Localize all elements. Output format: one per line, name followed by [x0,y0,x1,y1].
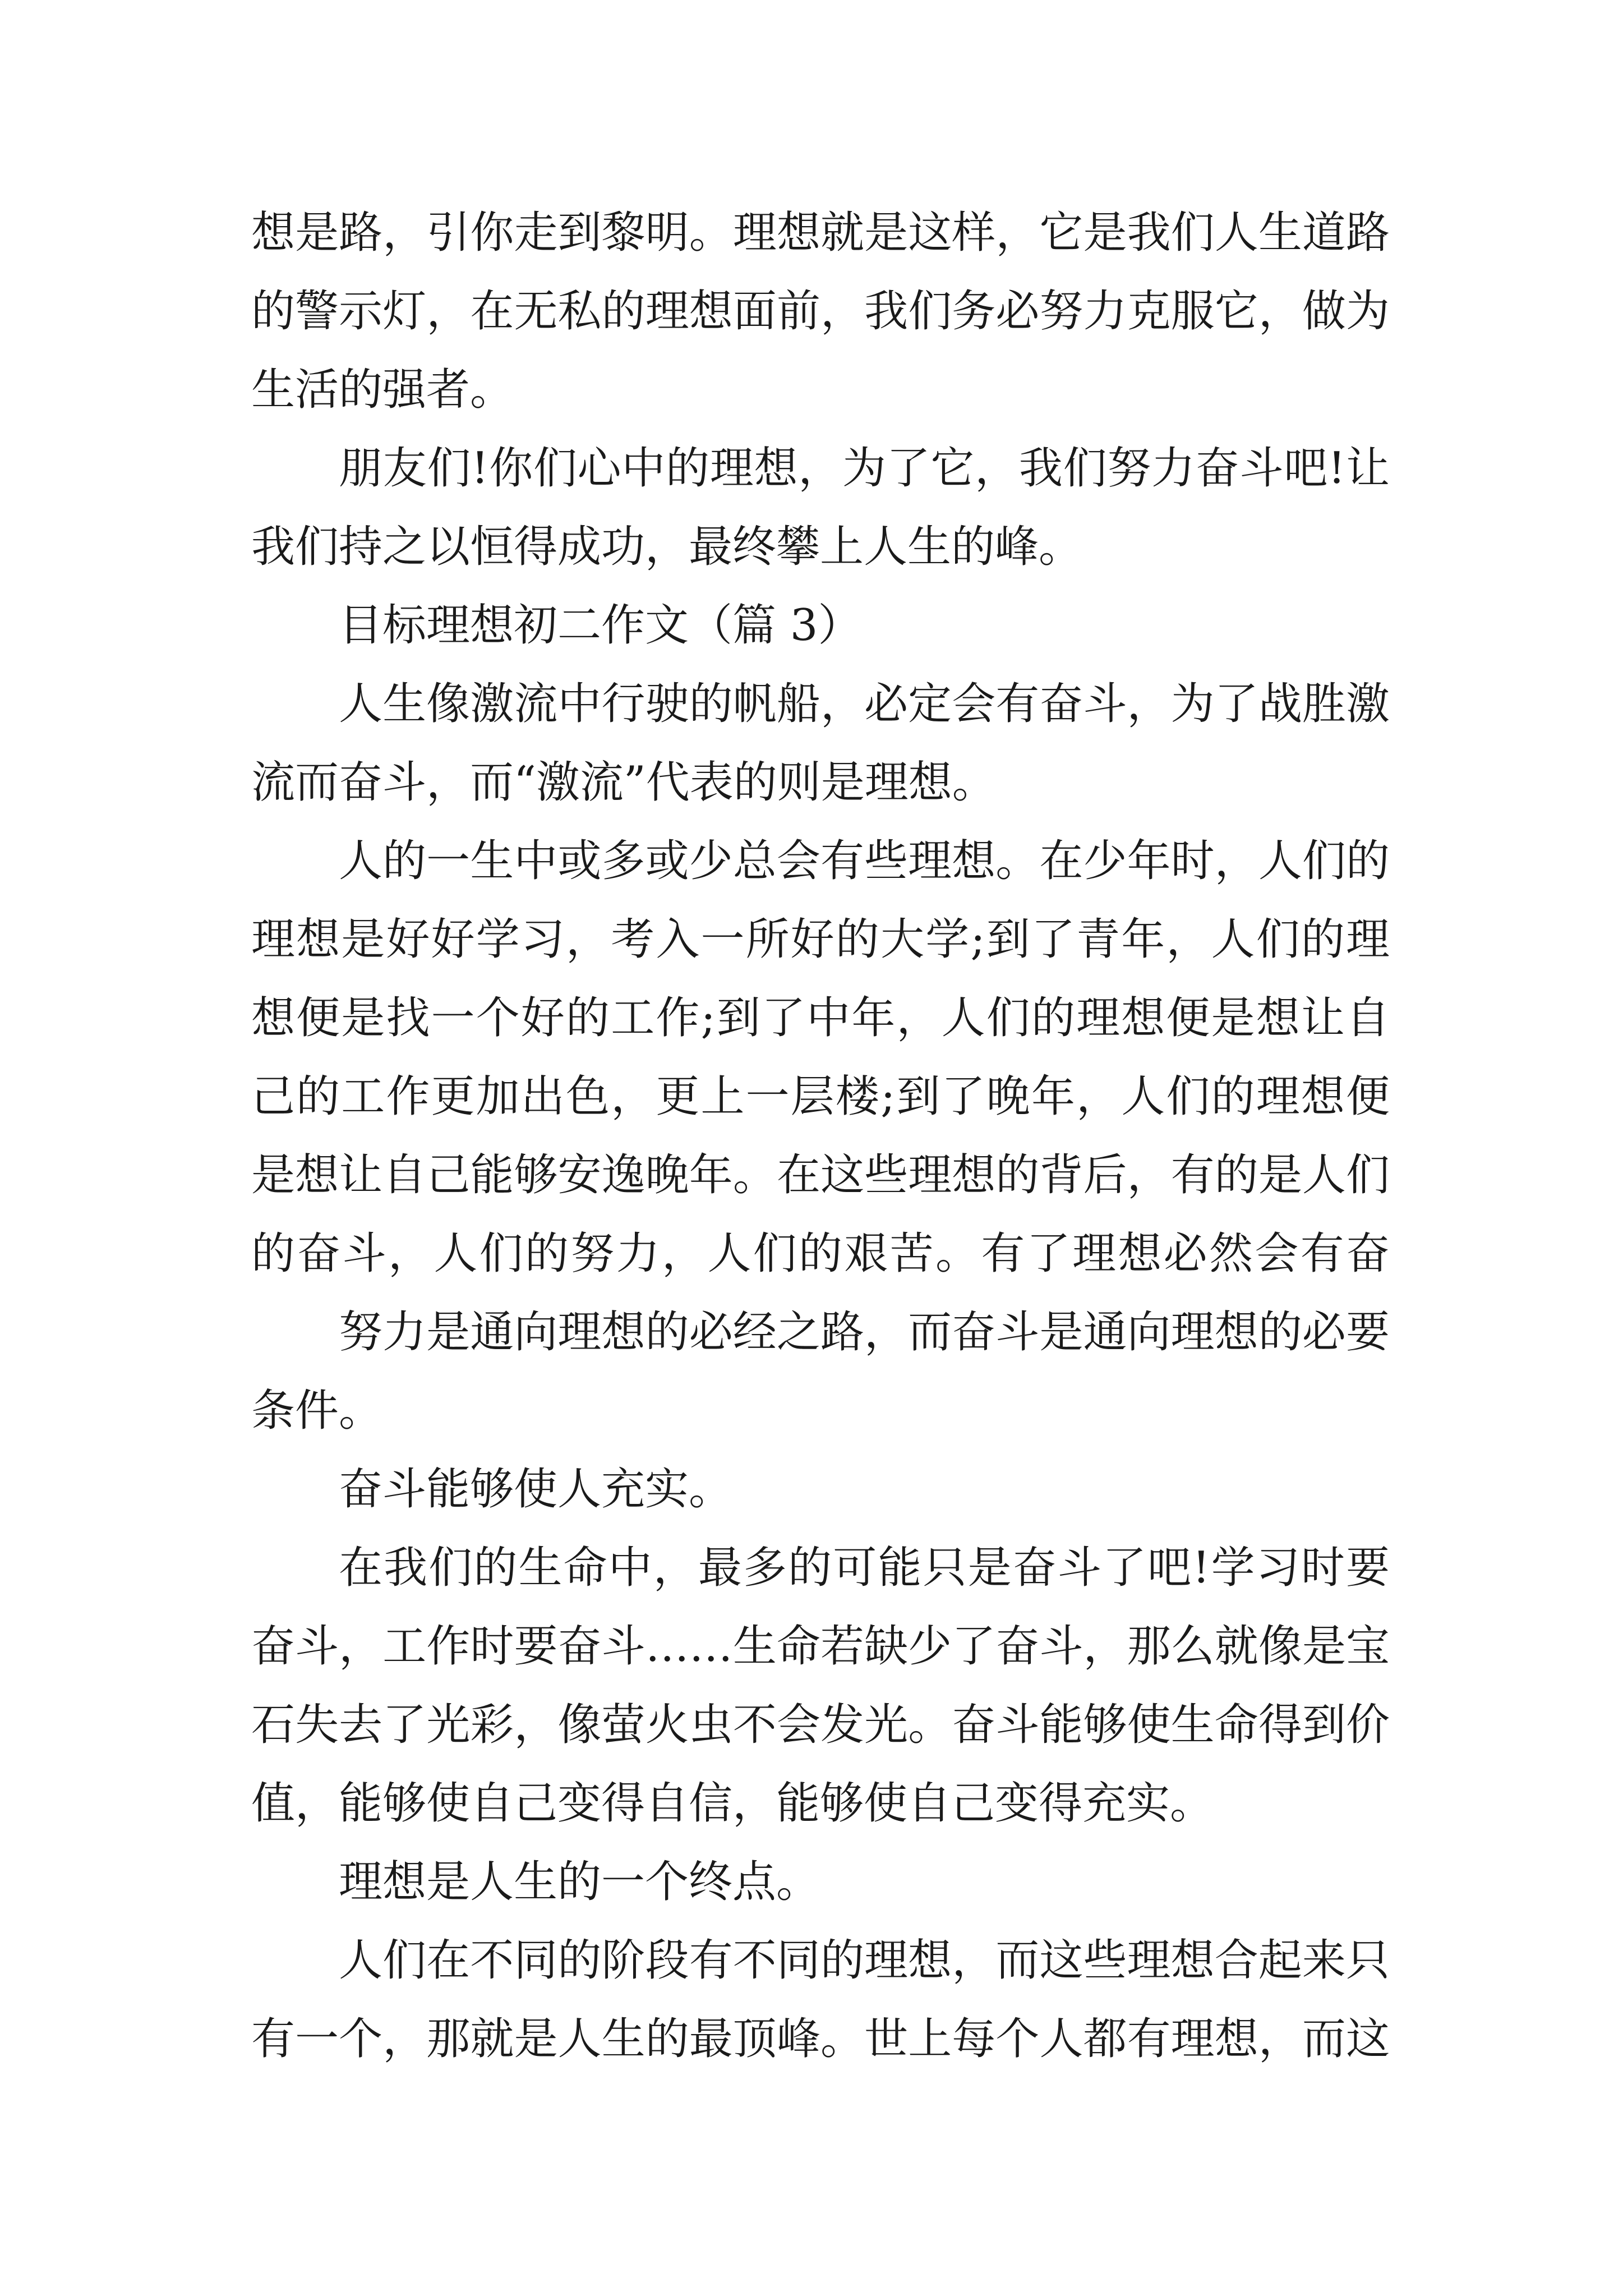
paragraph-line: 努力是通向理想的必经之路，而奋斗是通向理想的必要 [339,1307,1390,1358]
paragraph-line: 石失去了光彩，像萤火虫不会发光。奋斗能够使生命得到价 [251,1700,1390,1750]
paragraph-line: 的警示灯，在无私的理想面前，我们务必努力克服它，做为 [251,286,1390,337]
paragraph-line: 我们持之以恒得成功，最终攀上人生的峰。 [251,522,1083,572]
paragraph-line: 生活的强者。 [251,365,514,415]
paragraph-line: 流而奋斗，而“激流”代表的则是理想。 [251,757,996,808]
section-heading: 目标理想初二作文（篇 3） [339,600,862,651]
paragraph-line: 理想是人生的一个终点。 [339,1857,820,1907]
paragraph-line: 条件。 [251,1386,383,1436]
paragraph-line: 己的工作更加出色，更上一层楼;到了晚年，人们的理想便 [251,1071,1390,1122]
paragraph-line: 有一个，那就是人生的最顶峰。世上每个人都有理想，而这 [251,2014,1390,2064]
paragraph-line: 是想让自己能够安逸晚年。在这些理想的背后，有的是人们 [251,1150,1390,1200]
paragraph-line: 人生像激流中行驶的帆船，必定会有奋斗，为了战胜激 [339,679,1390,729]
paragraph-line: 的奋斗，人们的努力，人们的艰苦。有了理想必然会有奋 [251,1228,1390,1279]
paragraph-line: 朋友们!你们心中的理想，为了它，我们努力奋斗吧!让 [339,443,1390,494]
paragraph-line: 奋斗能够使人充实。 [339,1464,733,1515]
paragraph-line: 奋斗，工作时要奋斗……生命若缺少了奋斗，那么就像是宝 [251,1621,1390,1672]
paragraph-line: 理想是好好学习，考入一所好的大学;到了青年，人们的理 [251,914,1390,965]
paragraph-line: 想便是找一个好的工作;到了中年，人们的理想便是想让自 [251,993,1390,1043]
paragraph-line: 想是路，引你走到黎明。理想就是这样，它是我们人生道路 [251,208,1390,258]
paragraph-line: 人们在不同的阶段有不同的理想，而这些理想合起来只 [339,1935,1390,1986]
paragraph-line: 在我们的生命中，最多的可能只是奋斗了吧!学习时要 [339,1543,1390,1593]
paragraph-line: 人的一生中或多或少总会有些理想。在少年时，人们的 [339,836,1390,886]
paragraph-line: 值，能够使自己变得自信，能够使自己变得充实。 [251,1778,1214,1829]
document-body [251,194,1390,2078]
